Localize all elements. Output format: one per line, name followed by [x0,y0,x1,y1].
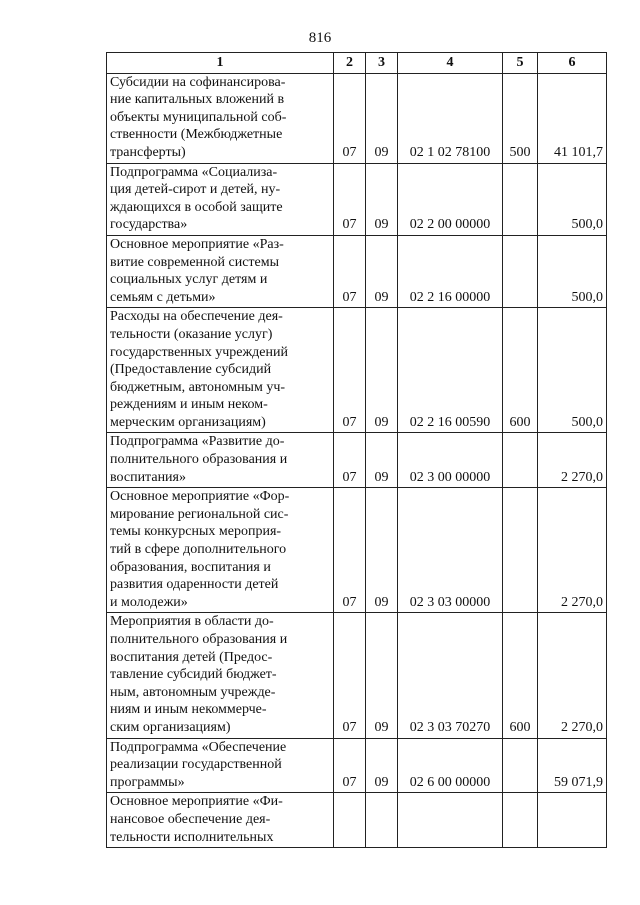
row-subsection: 09 [366,73,398,163]
row-target-code: 02 3 03 00000 [398,488,503,613]
header-col-1: 1 [107,53,334,74]
row-section: 07 [334,488,366,613]
row-amount: 2 270,0 [538,488,607,613]
row-name: Основное мероприятие «Раз- витие современной системы социальных услуг детям и семьям с детьми» [107,235,334,307]
row-expense-type: 600 [503,308,538,433]
row-section: 07 [334,738,366,793]
row-subsection: 09 [366,433,398,488]
row-expense-type: 500 [503,73,538,163]
row-target-code [398,793,503,848]
row-section: 07 [334,235,366,307]
table-row [107,793,607,848]
page-number: 816 [308,30,332,46]
table-row [107,488,607,613]
row-target-code: 02 3 00 00000 [398,433,503,488]
header-col-6: 6 [538,53,607,74]
table-row [107,613,607,738]
row-target-code: 02 2 16 00590 [398,308,503,433]
row-amount: 41 101,7 [538,73,607,163]
row-target-code: 02 2 00 00000 [398,163,503,235]
table-row [107,235,607,307]
header-col-3: 3 [366,53,398,74]
row-expense-type: 600 [503,613,538,738]
row-section: 07 [334,308,366,433]
row-expense-type [503,488,538,613]
budget-table [106,52,607,848]
row-name: Основное мероприятие «Фи- нансовое обеспечение дея- тельности исполнительных [107,793,334,848]
row-subsection: 09 [366,613,398,738]
row-expense-type [503,793,538,848]
row-name: Подпрограмма «Развитие до- полнительного образования и воспитания» [107,433,334,488]
table-row [107,73,607,163]
row-subsection [366,793,398,848]
header-col-4: 4 [398,53,503,74]
table-row [107,738,607,793]
row-name: Подпрограмма «Обеспечение реализации государственной программы» [107,738,334,793]
row-subsection: 09 [366,235,398,307]
row-subsection: 09 [366,738,398,793]
row-section: 07 [334,73,366,163]
row-amount: 500,0 [538,308,607,433]
row-expense-type [503,235,538,307]
row-amount: 500,0 [538,235,607,307]
row-name: Расходы на обеспечение дея- тельности (оказание услуг) государственных учреждений (Предоставление субсидий бюджетным, автономным уч- реждениям и иным неком- мерческим организациям) [107,308,334,433]
row-expense-type [503,738,538,793]
header-col-5: 5 [503,53,538,74]
row-section: 07 [334,163,366,235]
row-name: Субсидии на софинансирова- ние капитальных вложений в объекты муниципальной соб- ственности (Межбюджетные трансферты) [107,73,334,163]
row-name: Подпрограмма «Социализа- ция детей-сирот и детей, ну- ждающихся в особой защите государства» [107,163,334,235]
row-amount: 59 071,9 [538,738,607,793]
row-subsection: 09 [366,488,398,613]
row-section: 07 [334,433,366,488]
row-section [334,793,366,848]
row-expense-type [503,433,538,488]
row-expense-type [503,163,538,235]
row-subsection: 09 [366,163,398,235]
table-header-row [107,53,607,74]
row-amount: 500,0 [538,163,607,235]
row-name: Мероприятия в области до- полнительного образования и воспитания детей (Предос- тавление субсидий бюджет- ным, автономным учрежде- ниям и иным некоммерче- ским организациям) [107,613,334,738]
row-target-code: 02 2 16 00000 [398,235,503,307]
row-name: Основное мероприятие «Фор- мирование региональной сис- темы конкурсных мероприя- тий в сфере дополнительного образования, воспитания и развития одаренности детей и молодежи» [107,488,334,613]
table-row [107,163,607,235]
row-target-code: 02 1 02 78100 [398,73,503,163]
header-col-2: 2 [334,53,366,74]
row-amount [538,793,607,848]
row-amount: 2 270,0 [538,613,607,738]
row-target-code: 02 3 03 70270 [398,613,503,738]
row-section: 07 [334,613,366,738]
row-target-code: 02 6 00 00000 [398,738,503,793]
table-row [107,308,607,433]
row-subsection: 09 [366,308,398,433]
table-row [107,433,607,488]
row-amount: 2 270,0 [538,433,607,488]
